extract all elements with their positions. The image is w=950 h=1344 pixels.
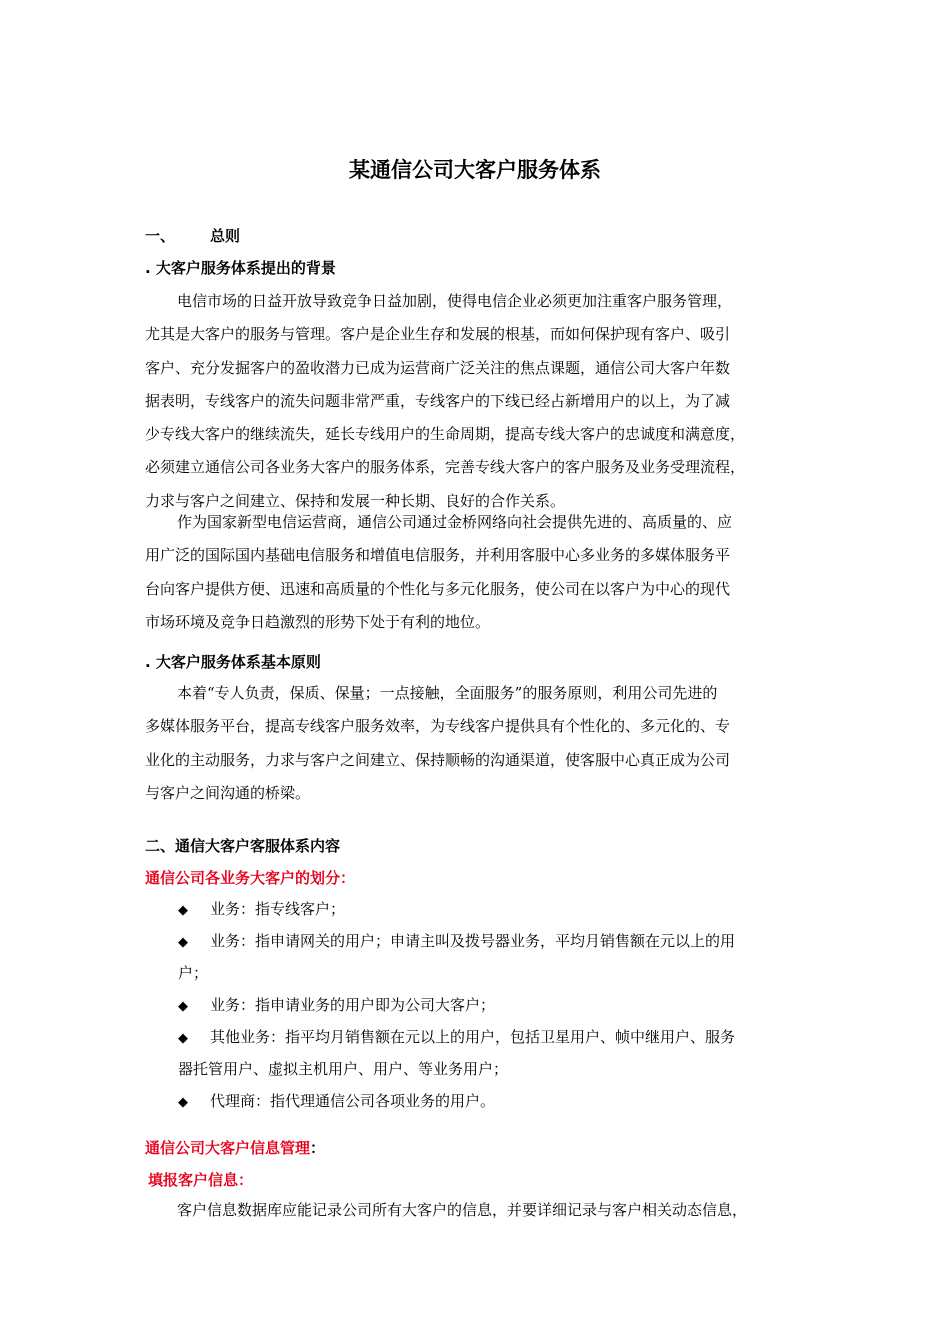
subheading-principles: . 大客户服务体系基本原则: [145, 653, 321, 671]
bullet-item: [178, 1021, 735, 1055]
bullet-continuation: 器托管用户、虚拟主机用户、用户、等业务用户；: [178, 1060, 509, 1078]
diamond-bullet-icon: ◆: [178, 903, 188, 918]
red-heading-fill-info: 填报客户信息：: [148, 1171, 254, 1189]
section-number: 一、: [145, 227, 176, 245]
bullet-text: 其他业务：指平均月销售额在元以上的用户，包括卫星用户、帧中继用户、服务: [210, 1028, 736, 1046]
paragraph-line: 与客户之间沟通的桥梁。: [145, 783, 311, 802]
paragraph-line: 业化的主动服务，力求与客户之间建立、保持顺畅的沟通渠道，使客服中心真正成为公司: [145, 750, 731, 769]
paragraph-operator: [145, 506, 810, 639]
bullet-text: 业务：指专线客户；: [210, 900, 346, 918]
bullet-item: [178, 989, 495, 1023]
bullet-item: [178, 1085, 495, 1119]
paragraph-line: 据表明，专线客户的流失问题非常严重，专线客户的下线已经占新增用户的以上，为了减: [145, 391, 731, 410]
paragraph-line: 电信市场的日益开放导致竞争日益加剧，使得电信企业必须更加注重客户服务管理，: [177, 292, 733, 310]
paragraph-line: 市场环境及竞争日趋激烈的形势下处于有利的地位。: [145, 612, 491, 631]
paragraph-line: 客户信息数据库应能记录公司所有大客户的信息，并要详细记录与客户相关动态信息，: [177, 1201, 748, 1219]
red-heading-label: 通信公司大客户信息管理: [145, 1139, 311, 1157]
red-heading-classification: 通信公司各业务大客户的划分：: [145, 869, 356, 887]
diamond-bullet-icon: ◆: [178, 935, 188, 950]
section-label: 总则: [210, 227, 241, 245]
bullet-item: [178, 925, 735, 959]
paragraph-line: 本着“专人负责，保质、保量；一点接触，全面服务”的服务原则，利用公司先进的: [177, 684, 718, 702]
paragraph-background: [145, 285, 810, 518]
paragraph-line: 作为国家新型电信运营商，通信公司通过金桥网络向社会提供先进的、高质量的、应: [177, 513, 733, 531]
paragraph-line: 必须建立通信公司各业务大客户的服务体系，完善专线大客户的客户服务及业务受理流程，: [145, 458, 746, 477]
bullet-text: 业务：指申请业务的用户即为公司大客户；: [210, 996, 496, 1014]
diamond-bullet-icon: ◆: [178, 999, 188, 1014]
section-heading-general: [145, 226, 240, 246]
red-heading-info-management: [145, 1138, 325, 1158]
bullet-continuation: 户；: [178, 964, 209, 982]
bullet-text: 业务：指申请网关的用户；申请主叫及拨号器业务，平均月销售额在元以上的用: [210, 932, 736, 950]
document-title: 某通信公司大客户服务体系: [349, 158, 601, 182]
paragraph-line: 力求与客户之间建立、保持和发展一种长期、良好的合作关系。: [145, 491, 566, 510]
paragraph-line: 用广泛的国际国内基础电信服务和增值电信服务，并利用客服中心多业务的多媒体服务平: [145, 546, 731, 565]
section-heading-content: 二、通信大客户客服体系内容: [145, 837, 341, 855]
paragraph-line: 少专线大客户的继续流失，延长专线用户的生命周期，提高专线大客户的忠诚度和满意度，: [145, 425, 746, 444]
paragraph-line: 客户、充分发掘客户的盈收潜力已成为运营商广泛关注的焦点课题，通信公司大客户年数: [145, 358, 731, 377]
paragraph-line: 台向客户提供方便、迅速和高质量的个性化与多元化服务，使公司在以客户为中心的现代: [145, 579, 731, 598]
paragraph-customer-info: [145, 1194, 810, 1227]
paragraph-principles: [145, 677, 810, 810]
paragraph-line: 多媒体服务平台，提高专线客户服务效率，为专线客户提供具有个性化的、多元化的、专: [145, 717, 731, 736]
bullet-item: [178, 893, 345, 927]
subheading-background: . 大客户服务体系提出的背景: [145, 259, 336, 277]
diamond-bullet-icon: ◆: [178, 1095, 188, 1110]
paragraph-line: 尤其是大客户的服务与管理。客户是企业生存和发展的根基，而如何保护现有客户、吸引: [145, 325, 731, 344]
heading-colon: ：: [310, 1139, 326, 1157]
diamond-bullet-icon: ◆: [178, 1031, 188, 1046]
bullet-text: 代理商：指代理通信公司各项业务的用户。: [210, 1092, 496, 1110]
